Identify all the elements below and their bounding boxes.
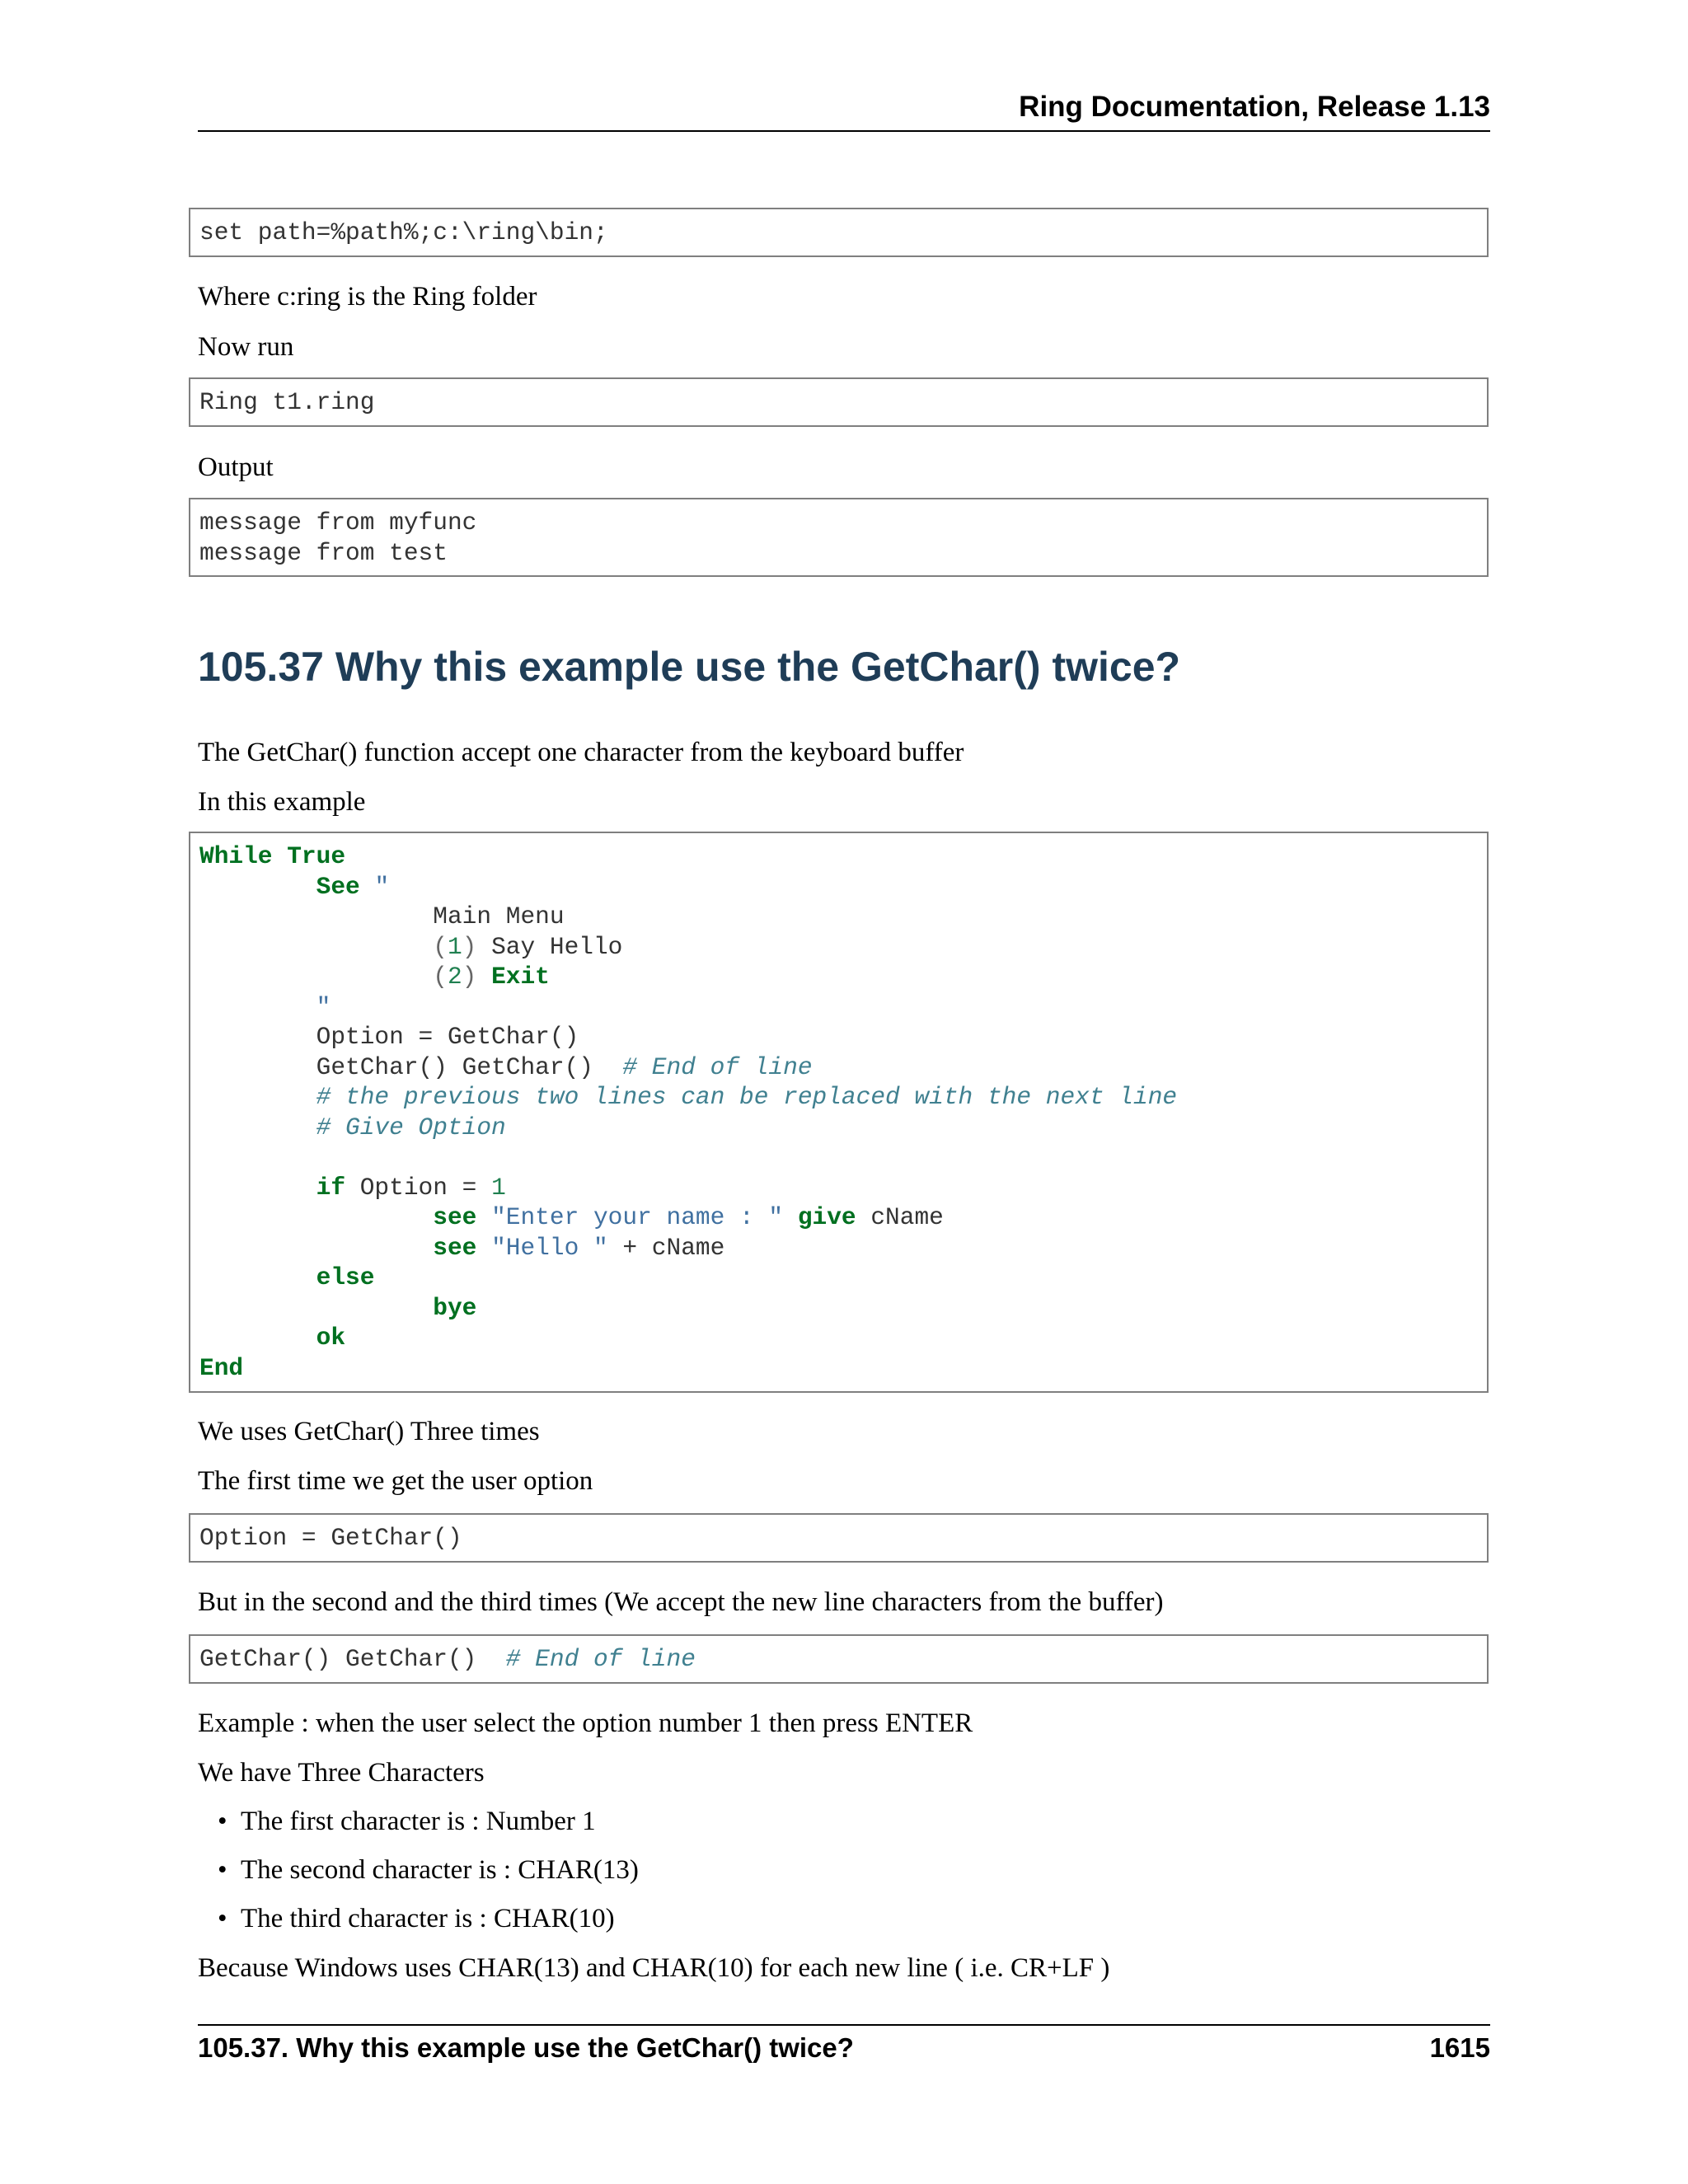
code-keyword: give — [797, 1203, 856, 1231]
code-keyword: While True — [199, 842, 346, 870]
code-text: Main Menu — [433, 902, 565, 930]
header-rule — [198, 130, 1490, 132]
code-text: Option = GetChar() — [316, 1023, 579, 1051]
list-item: • The second character is : CHAR(13) — [218, 1855, 639, 1885]
code-keyword: ok — [316, 1324, 346, 1352]
code-keyword: End — [199, 1353, 244, 1382]
paragraph-getchar: The GetChar() function accept one character from the keyboard buffer — [198, 738, 964, 767]
code-comment: # Give Option — [316, 1113, 506, 1141]
code-text: Option = — [359, 1173, 477, 1202]
code-block-main-menu: While True See " Main Menu (1) Say Hello (2) Exit " Option = GetChar() GetChar() GetChar() # End of line # the previous two lines can be replaced with the next line # Give Option if Option = 1 see "Enter your name : " give cName see "Hello " + cName else bye ok End — [189, 832, 1489, 1393]
code-keyword: Exit — [491, 963, 550, 991]
running-header: Ring Documentation, Release 1.13 — [1019, 91, 1490, 123]
code-comment: # End of line — [622, 1052, 813, 1081]
code-keyword: see — [433, 1233, 477, 1262]
code-number: 1 — [447, 932, 462, 961]
code-number: 2 — [447, 963, 462, 991]
paragraph-because: Because Windows uses CHAR(13) and CHAR(10) for each new line ( i.e. CR+LF ) — [198, 1953, 1110, 1983]
paragraph-have-three: We have Three Characters — [198, 1758, 485, 1788]
code-block-getchar-twice — [189, 1634, 1489, 1684]
page-number: 1615 — [1429, 2032, 1490, 2063]
list-item: • The first character is : Number 1 — [218, 1807, 596, 1836]
section-heading: 105.37 Why this example use the GetChar() twice? — [198, 644, 1181, 690]
code-keyword: if — [316, 1173, 346, 1202]
code-block-run: Ring t1.ring — [189, 377, 1489, 427]
paragraph-second-third: But in the second and the third times (We accept the new line characters from the buffer) — [198, 1587, 1164, 1617]
code-block-output: message from myfunc message from test — [189, 498, 1489, 577]
paragraph-now-run: Now run — [198, 332, 294, 362]
paragraph-where: Where c:ring is the Ring folder — [198, 282, 537, 312]
code-block-set-path: set path=%path%;c:\ring\bin; — [189, 208, 1489, 257]
code-string: "Hello " — [491, 1233, 608, 1262]
code-string: " — [316, 992, 331, 1021]
footer-rule — [198, 2024, 1490, 2026]
footer-section-title: 105.37. Why this example use the GetChar() twice? — [198, 2032, 854, 2063]
list-item: • The third character is : CHAR(10) — [218, 1904, 615, 1933]
code-text: GetChar() GetChar() — [316, 1052, 593, 1081]
code-keyword: else — [316, 1263, 375, 1291]
code-number: 1 — [491, 1173, 506, 1202]
paragraph-example-enter: Example : when the user select the option number 1 then press ENTER — [198, 1708, 973, 1738]
code-string: " — [374, 872, 390, 901]
paragraph-first-time: The first time we get the user option — [198, 1466, 593, 1496]
code-text: cName — [870, 1203, 944, 1231]
paragraph-output: Output — [198, 452, 274, 482]
paragraph-in-this-example: In this example — [198, 787, 366, 817]
code-comment: # the previous two lines can be replaced with the next line — [316, 1083, 1178, 1111]
code-text: + cName — [622, 1233, 725, 1262]
paragraph-three-times: We uses GetChar() Three times — [198, 1417, 540, 1446]
code-keyword: bye — [433, 1293, 477, 1322]
document-page — [198, 0, 1490, 2184]
code-block-option: Option = GetChar() — [189, 1513, 1489, 1563]
code-keyword: see — [433, 1203, 477, 1231]
code-text: GetChar() GetChar() — [199, 1645, 477, 1673]
code-string: "Enter your name : " — [491, 1203, 784, 1231]
code-keyword: See — [316, 872, 360, 901]
code-text: Say Hello — [491, 932, 623, 961]
code-comment: # End of line — [505, 1645, 696, 1673]
